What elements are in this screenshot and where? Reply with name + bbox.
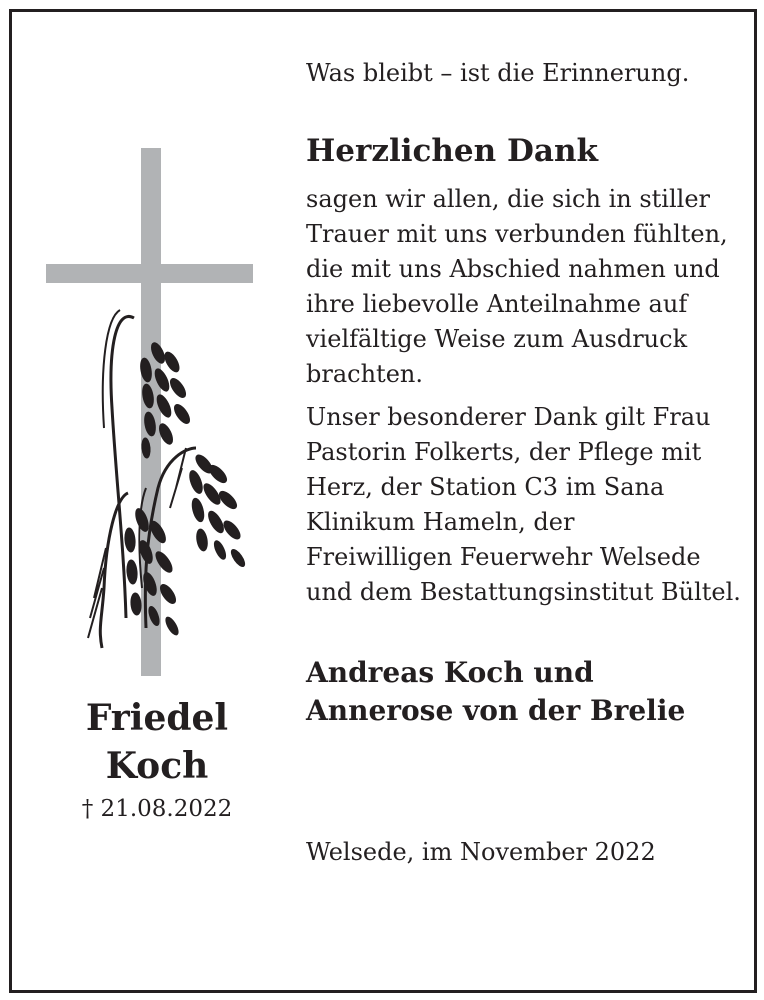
place-date: Welsede, im November 2022 (306, 838, 656, 866)
death-date: † 21.08.2022 (81, 796, 233, 822)
signatory-line: Annerose von der Brelie (306, 694, 686, 727)
cross-wheat-icon (46, 148, 258, 684)
paragraph1-line: vielfältige Weise zum Ausdruck (306, 325, 688, 353)
paragraph2-line: Herz, der Station C3 im Sana (306, 473, 665, 501)
deceased-last-name: Koch (105, 745, 209, 787)
paragraph2-line: Unser besonderer Dank gilt Frau (306, 403, 711, 431)
deceased-first-name: Friedel (85, 697, 229, 739)
wheat-icon (88, 310, 247, 648)
paragraph1-line: brachten. (306, 360, 423, 388)
paragraph1-line: ihre liebevolle Anteilnahme auf (306, 290, 688, 318)
paragraph2-line: und dem Bestattungsinstitut Bültel. (306, 578, 741, 606)
obituary-frame (9, 9, 757, 993)
heading: Herzlichen Dank (306, 133, 598, 169)
paragraph1-line: Trauer mit uns verbunden fühlten, (306, 220, 728, 248)
paragraph2-line: Freiwilligen Feuerwehr Welsede (306, 543, 701, 571)
paragraph2-line: Pastorin Folkerts, der Pflege mit (306, 438, 702, 466)
motto: Was bleibt – ist die Erinnerung. (306, 59, 690, 87)
paragraph1-line: die mit uns Abschied nahmen und (306, 255, 720, 283)
paragraph1-line: sagen wir allen, die sich in stiller (306, 185, 710, 213)
signatory-line: Andreas Koch und (306, 656, 594, 689)
right-column (306, 12, 750, 990)
left-column (12, 12, 302, 990)
paragraph2-line: Klinikum Hameln, der (306, 508, 575, 536)
